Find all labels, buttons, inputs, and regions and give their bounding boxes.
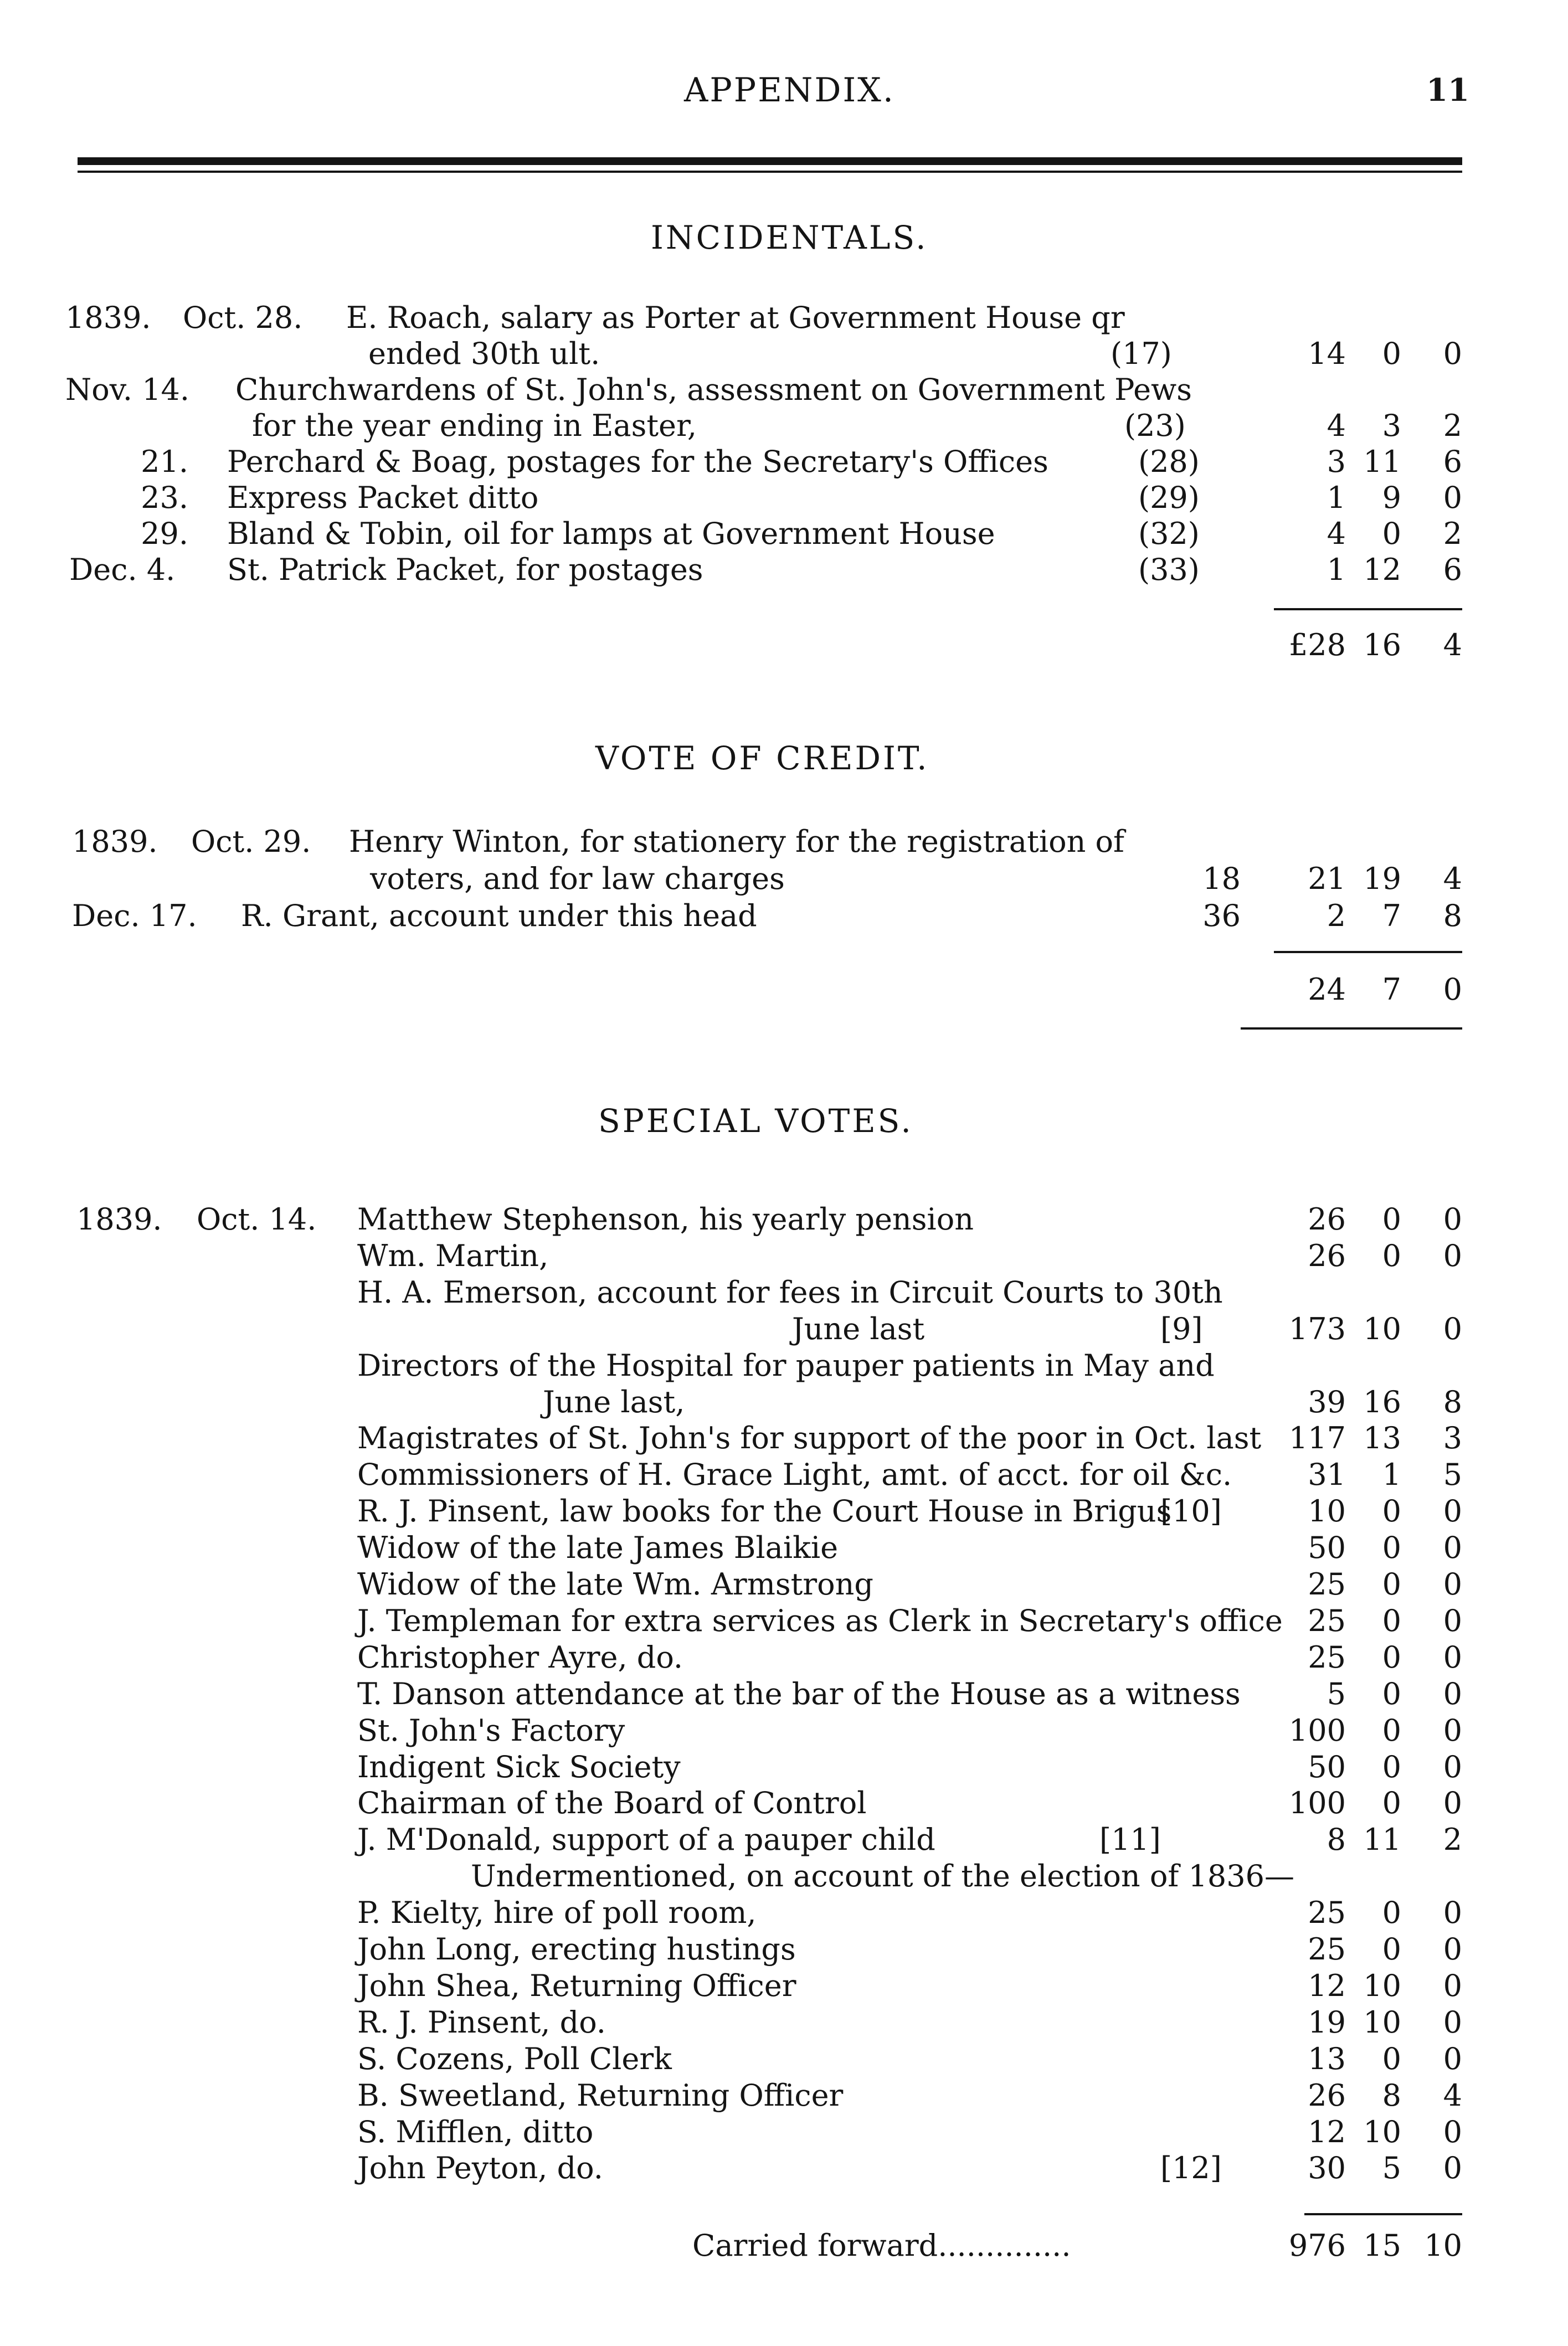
row-reference: (29) — [1138, 480, 1200, 515]
credit-close-rule — [1241, 1027, 1462, 1030]
row-pence: 0 — [1443, 1202, 1462, 1237]
row-shillings: 5 — [1382, 2150, 1401, 2185]
row-pence: 0 — [1443, 480, 1462, 515]
row-description: St. John's Factory — [357, 1713, 625, 1748]
row-shillings: 0 — [1382, 516, 1401, 551]
row-shillings: 0 — [1382, 1786, 1401, 1820]
credit-sum-rule — [1274, 951, 1462, 953]
row-pence: 0 — [1443, 1786, 1462, 1820]
row-description: Commissioners of H. Grace Light, amt. of acct. for oil &c. — [357, 1457, 1232, 1492]
row-shillings: 16 — [1363, 1385, 1401, 1419]
row-pounds: 117 — [1288, 1421, 1346, 1455]
row-description: Matthew Stephenson, his yearly pension — [357, 1202, 974, 1237]
row-shillings: 1 — [1382, 1457, 1401, 1492]
row-reference: (17) — [1111, 336, 1172, 371]
row-description: Widow of the late James Blaikie — [357, 1530, 839, 1565]
row-pence: 6 — [1443, 552, 1462, 587]
carried-forward-rule — [1304, 2213, 1462, 2215]
row-shillings: 0 — [1382, 1494, 1401, 1529]
row-description: J. Templeman for extra services as Clerk in Secretary's office — [357, 1603, 1283, 1638]
row-description-cont: ended 30th ult. — [368, 336, 600, 371]
row-shillings: 12 — [1363, 552, 1401, 587]
row-shillings: 10 — [1363, 2115, 1401, 2149]
row-shillings: 0 — [1382, 1713, 1401, 1748]
row-reference: [9] — [1160, 1311, 1203, 1346]
row-pence: 0 — [1443, 1968, 1462, 2003]
row-shillings: 7 — [1382, 898, 1401, 933]
row-date: Oct. 29. — [191, 824, 311, 859]
carried-forward-pence: 10 — [1424, 2228, 1462, 2263]
row-date: 21. — [141, 444, 188, 479]
row-pounds: 173 — [1288, 1311, 1346, 1346]
row-pounds: 25 — [1308, 1640, 1346, 1675]
row-shillings: 0 — [1382, 2041, 1401, 2076]
row-pence: 0 — [1443, 1530, 1462, 1565]
row-description: Wm. Martin, — [357, 1238, 549, 1273]
row-description: E. Roach, salary as Porter at Government House qr — [346, 300, 1125, 335]
row-description: Express Packet ditto — [227, 480, 539, 515]
row-pence: 2 — [1443, 408, 1462, 443]
total-shillings: 7 — [1382, 972, 1401, 1007]
running-head: APPENDIX. — [684, 71, 895, 110]
row-shillings: 0 — [1382, 1567, 1401, 1602]
row-pence: 2 — [1443, 516, 1462, 551]
row-pounds: 12 — [1308, 1968, 1346, 2003]
row-pounds: 19 — [1308, 2005, 1346, 2040]
row-reference: [11] — [1099, 1822, 1161, 1857]
row-pence: 8 — [1443, 1385, 1462, 1419]
incidentals-heading: INCIDENTALS. — [651, 219, 928, 256]
row-pounds: 31 — [1308, 1457, 1346, 1492]
row-pence: 4 — [1443, 2078, 1462, 2113]
row-date: Dec. 17. — [72, 898, 197, 933]
row-description: R. Grant, account under this head — [241, 898, 757, 933]
row-shillings: 11 — [1363, 1822, 1401, 1857]
special-votes-heading: SPECIAL VOTES. — [598, 1102, 913, 1140]
row-shillings: 13 — [1363, 1421, 1401, 1455]
row-pence: 0 — [1443, 2041, 1462, 2076]
row-shillings: 0 — [1382, 1530, 1401, 1565]
row-pounds: 3 — [1327, 444, 1346, 479]
carried-forward-label: Carried forward.............. — [692, 2228, 1071, 2263]
row-shillings: 0 — [1382, 1603, 1401, 1638]
row-description: Directors of the Hospital for pauper patients in May and — [357, 1348, 1215, 1383]
row-reference: 36 — [1202, 898, 1241, 933]
row-description: Churchwardens of St. John's, assessment on Government Pews — [235, 372, 1192, 407]
row-description: Magistrates of St. John's for support of the poor in Oct. last — [357, 1421, 1262, 1455]
row-pounds: 14 — [1308, 336, 1346, 371]
row-pounds: 1 — [1327, 480, 1346, 515]
row-pounds: 4 — [1327, 516, 1346, 551]
row-pence: 0 — [1443, 1640, 1462, 1675]
page-number: 11 — [1426, 72, 1469, 109]
row-shillings: 10 — [1363, 1311, 1401, 1346]
row-description: P. Kielty, hire of poll room, — [357, 1895, 757, 1930]
row-description: B. Sweetland, Returning Officer — [357, 2078, 844, 2113]
row-pounds: 25 — [1308, 1932, 1346, 1967]
row-pence: 5 — [1443, 1457, 1462, 1492]
row-pence: 0 — [1443, 1238, 1462, 1273]
row-shillings: 0 — [1382, 336, 1401, 371]
row-description: St. Patrick Packet, for postages — [227, 552, 703, 587]
row-description: John Peyton, do. — [357, 2150, 603, 2185]
row-description: S. Cozens, Poll Clerk — [357, 2041, 672, 2076]
row-pence: 0 — [1443, 1750, 1462, 1784]
row-shillings: 0 — [1382, 1676, 1401, 1711]
row-pounds: 21 — [1308, 861, 1346, 896]
row-pence: 0 — [1443, 2150, 1462, 2185]
row-pounds: 10 — [1308, 1494, 1346, 1529]
row-description: S. Mifflen, ditto — [357, 2115, 594, 2149]
vote-of-credit-heading: VOTE OF CREDIT. — [595, 739, 929, 777]
row-shillings: 0 — [1382, 1750, 1401, 1784]
row-pounds: 2 — [1327, 898, 1346, 933]
row-description: Widow of the late Wm. Armstrong — [357, 1567, 873, 1602]
row-pence: 0 — [1443, 336, 1462, 371]
carried-forward-pounds: 976 — [1288, 2228, 1346, 2263]
section-year: 1839. — [76, 1202, 162, 1237]
row-pounds: 25 — [1308, 1567, 1346, 1602]
row-description: Undermentioned, on account of the election of 1836— — [471, 1859, 1294, 1894]
row-shillings: 0 — [1382, 1640, 1401, 1675]
row-description: Indigent Sick Society — [357, 1750, 681, 1784]
row-pounds: 30 — [1308, 2150, 1346, 2185]
row-pence: 8 — [1443, 898, 1462, 933]
row-description: Bland & Tobin, oil for lamps at Government House — [227, 516, 995, 551]
row-pounds: 25 — [1308, 1895, 1346, 1930]
row-pence: 0 — [1443, 1895, 1462, 1930]
row-description: R. J. Pinsent, do. — [357, 2005, 606, 2040]
row-reference: (33) — [1138, 552, 1200, 587]
row-shillings: 19 — [1363, 861, 1401, 896]
row-pence: 0 — [1443, 1713, 1462, 1748]
row-pence: 0 — [1443, 1311, 1462, 1346]
row-reference: (32) — [1138, 516, 1200, 551]
row-shillings: 0 — [1382, 1238, 1401, 1273]
row-pounds: 50 — [1308, 1530, 1346, 1565]
row-pounds: 26 — [1308, 1202, 1346, 1237]
section-date: Oct. 14. — [197, 1202, 317, 1237]
row-shillings: 9 — [1382, 480, 1401, 515]
row-pence: 2 — [1443, 1822, 1462, 1857]
row-shillings: 0 — [1382, 1202, 1401, 1237]
row-description: H. A. Emerson, account for fees in Circuit Courts to 30th — [357, 1275, 1223, 1310]
row-description: June last — [792, 1311, 925, 1346]
row-date: Nov. 14. — [65, 372, 190, 407]
row-pence: 0 — [1443, 1932, 1462, 1967]
total-pounds: 24 — [1308, 972, 1346, 1007]
row-pence: 0 — [1443, 2005, 1462, 2040]
header-rule-thin — [78, 171, 1462, 173]
row-description: J. M'Donald, support of a pauper child — [357, 1822, 935, 1857]
row-pounds: 26 — [1308, 2078, 1346, 2113]
row-date: 23. — [141, 480, 188, 515]
row-description: John Long, erecting hustings — [357, 1932, 796, 1967]
row-description: R. J. Pinsent, law books for the Court House in Brigus — [357, 1494, 1172, 1529]
row-reference: [12] — [1160, 2150, 1222, 2185]
row-pence: 0 — [1443, 1676, 1462, 1711]
row-pence: 3 — [1443, 1421, 1462, 1455]
row-pounds: 50 — [1308, 1750, 1346, 1784]
row-pounds: 39 — [1308, 1385, 1346, 1419]
row-reference: 18 — [1202, 861, 1241, 896]
row-shillings: 0 — [1382, 1895, 1401, 1930]
row-date: 29. — [141, 516, 188, 551]
row-shillings: 3 — [1382, 408, 1401, 443]
row-shillings: 0 — [1382, 1932, 1401, 1967]
row-pounds: 12 — [1308, 2115, 1346, 2149]
row-description-cont: for the year ending in Easter, — [252, 408, 697, 443]
row-year: 1839. — [72, 824, 158, 859]
row-shillings: 8 — [1382, 2078, 1401, 2113]
row-pounds: 100 — [1288, 1713, 1346, 1748]
total-pence: 0 — [1443, 972, 1462, 1007]
header-rule-thick — [78, 157, 1462, 165]
row-shillings: 10 — [1363, 2005, 1401, 2040]
row-pounds: 13 — [1308, 2041, 1346, 2076]
row-description: T. Danson attendance at the bar of the House as a witness — [357, 1676, 1241, 1711]
row-description-cont: voters, and for law charges — [370, 861, 785, 896]
row-description: Perchard & Boag, postages for the Secretary's Offices — [227, 444, 1048, 479]
row-pounds: 25 — [1308, 1603, 1346, 1638]
incidentals-sum-rule — [1274, 608, 1462, 610]
row-pence: 6 — [1443, 444, 1462, 479]
row-date: Dec. 4. — [69, 552, 176, 587]
row-shillings: 10 — [1363, 1968, 1401, 2003]
row-description: Chairman of the Board of Control — [357, 1786, 867, 1820]
row-shillings: 11 — [1363, 444, 1401, 479]
row-pounds: 8 — [1327, 1822, 1346, 1857]
row-reference: [10] — [1160, 1494, 1222, 1529]
row-reference: (23) — [1124, 408, 1186, 443]
row-pence: 0 — [1443, 1603, 1462, 1638]
row-reference: (28) — [1138, 444, 1200, 479]
row-date: Oct. 28. — [183, 300, 303, 335]
row-description: June last, — [543, 1385, 685, 1419]
row-pence: 4 — [1443, 861, 1462, 896]
total-shillings: 16 — [1363, 627, 1401, 662]
row-pence: 0 — [1443, 1494, 1462, 1529]
row-description: Christopher Ayre, do. — [357, 1640, 683, 1675]
row-pounds: 100 — [1288, 1786, 1346, 1820]
total-pounds: £28 — [1288, 627, 1346, 662]
row-description: Henry Winton, for stationery for the registration of — [349, 824, 1125, 859]
carried-forward-shillings: 15 — [1363, 2228, 1401, 2263]
row-pence: 0 — [1443, 1567, 1462, 1602]
row-description: John Shea, Returning Officer — [357, 1968, 796, 2003]
row-pounds: 1 — [1327, 552, 1346, 587]
total-pence: 4 — [1443, 627, 1462, 662]
row-pence: 0 — [1443, 2115, 1462, 2149]
row-year: 1839. — [65, 300, 151, 335]
row-pounds: 26 — [1308, 1238, 1346, 1273]
row-pounds: 5 — [1327, 1676, 1346, 1711]
row-pounds: 4 — [1327, 408, 1346, 443]
